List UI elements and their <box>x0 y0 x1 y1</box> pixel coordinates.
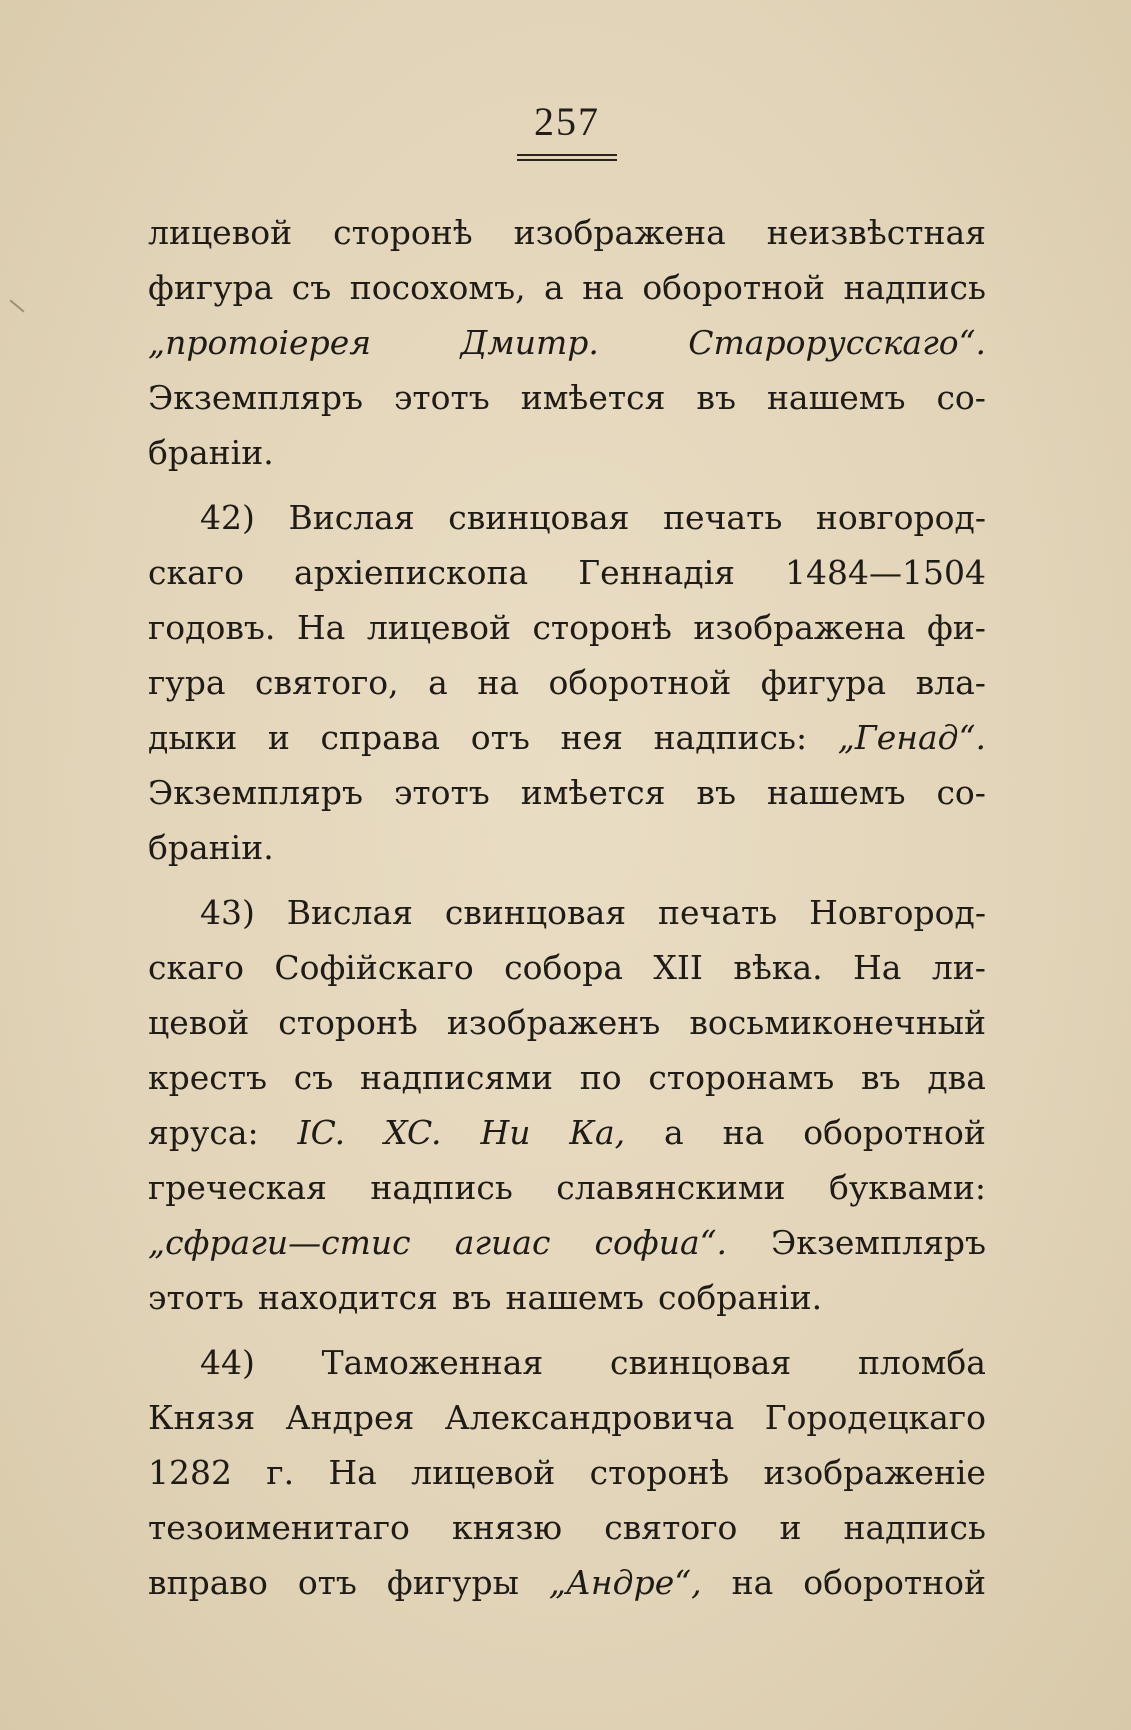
text-line: этотъ находится въ нашемъ собраніи. <box>148 1278 823 1317</box>
text-line: „сфраги—стис агиас софиа“. Экземпляръ <box>148 1223 986 1262</box>
book-page <box>148 100 986 1610</box>
text-line: греческая надпись славянскими буквами: <box>148 1168 986 1207</box>
text-line: 44) Таможенная свинцовая пломба <box>200 1343 986 1382</box>
page-number: 257 <box>534 99 600 144</box>
text-line: дыки и справа отъ нея надпись: „Генад“. <box>148 718 986 757</box>
text-line: годовъ. На лицевой сторонѣ изображена фи- <box>148 608 986 647</box>
text-line: гура святого, а на оборотной фигура вла- <box>148 663 986 702</box>
text-line: яруса: IC. XC. Ни Ка, а на оборотной <box>148 1113 986 1152</box>
text-line: цевой сторонѣ изображенъ восьмиконечный <box>148 1003 986 1042</box>
text-line: вправо отъ фигуры „Андре“, на оборотной <box>148 1563 986 1602</box>
text-line: браніи. <box>148 828 274 867</box>
text-line: 43) Вислая свинцовая печать Новгород- <box>200 893 986 932</box>
paragraph-item-43 <box>148 885 986 1325</box>
text-line: 42) Вислая свинцовая печать новгород- <box>200 498 986 537</box>
text-line: 1282 г. На лицевой сторонѣ изображеніе <box>148 1453 986 1492</box>
text-line: скаго Софійскаго собора XII вѣка. На ли- <box>148 948 986 987</box>
paragraph-item-44 <box>148 1335 986 1610</box>
page-body <box>148 205 986 1610</box>
text-line: лицевой сторонѣ изображена неизвѣстная <box>148 213 986 252</box>
text-line: фигура съ посохомъ, а на оборотной надпись <box>148 268 986 307</box>
text-line: браніи. <box>148 433 274 472</box>
text-line: „протоіерея Дмитр. Старорусскаго“. <box>148 323 986 362</box>
text-line: крестъ съ надписями по сторонамъ въ два <box>148 1058 986 1097</box>
text-line: Князя Андрея Александровича Городецкаго <box>148 1398 986 1437</box>
text-line: Экземпляръ этотъ имѣется въ нашемъ со- <box>148 378 986 417</box>
text-line: Экземпляръ этотъ имѣется въ нашемъ со- <box>148 773 986 812</box>
paragraph-item-42 <box>148 490 986 875</box>
text-line: тезоименитаго князю святого и надпись <box>148 1508 986 1547</box>
page-number-double-rule <box>517 154 617 161</box>
text-line: скаго архіепископа Геннадія 1484—1504 <box>148 553 986 592</box>
page-scratch-mark <box>9 299 24 312</box>
paragraph-continuation <box>148 205 986 480</box>
